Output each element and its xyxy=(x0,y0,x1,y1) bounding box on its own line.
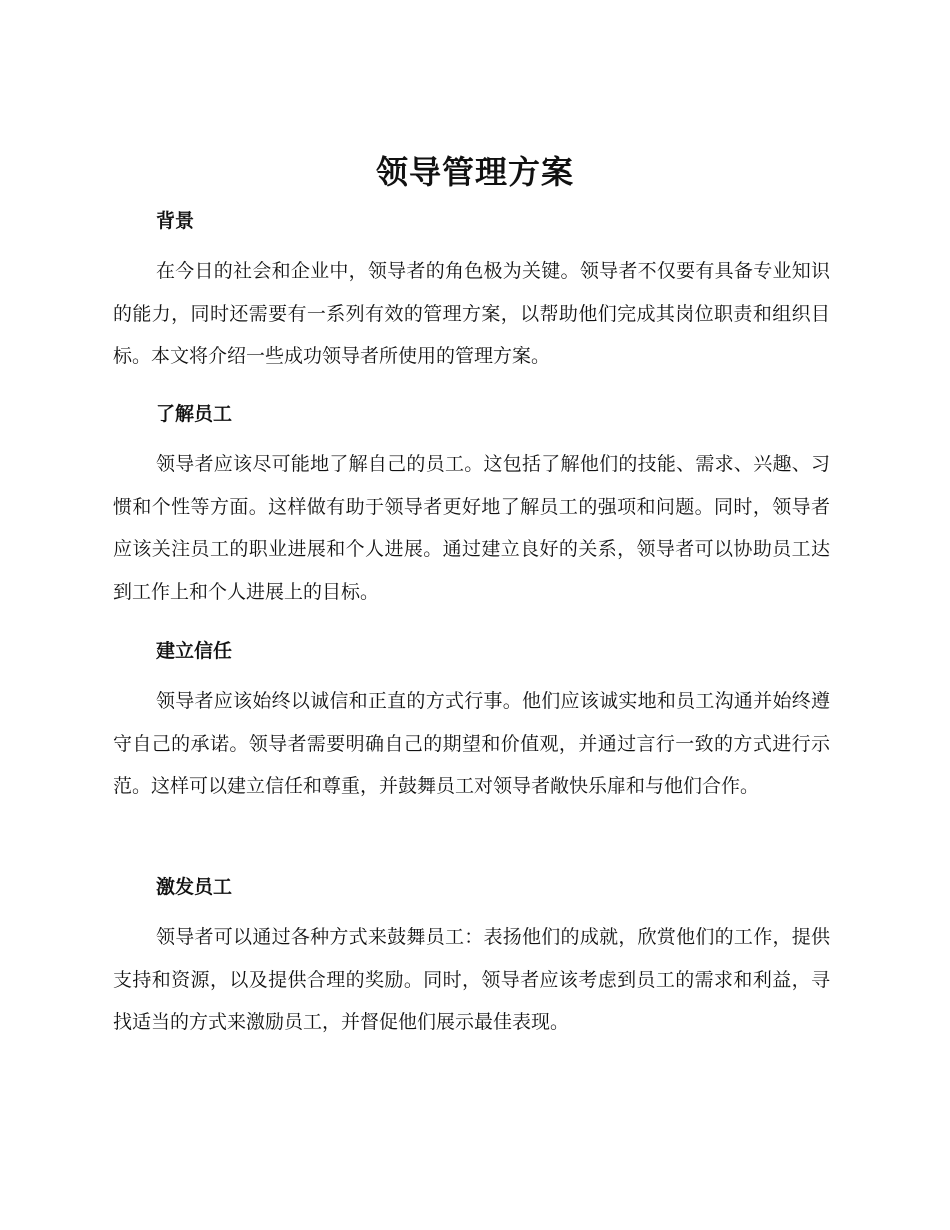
section-heading: 了解员工 xyxy=(156,403,233,425)
section-paragraph: 领导者可以通过各种方式来鼓舞员工：表扬他们的成就，欣赏他们的工作，提供支持和资源，以及提供合理的奖励。同时，领导者应该考虑到员工的需求和利益，寻找适当的方式来激励员工，并督促他们展示最佳表现。 xyxy=(113,926,830,1033)
section-motivate-employees xyxy=(113,872,830,1044)
section-understand-employees xyxy=(113,399,830,613)
section-paragraph: 领导者应该始终以诚信和正直的方式行事。他们应该诚实地和员工沟通并始终遵守自己的承诺。领导者需要明确自己的期望和价值观，并通过言行一致的方式进行示范。这样可以建立信任和尊重，并鼓舞员工对领导者敞快乐扉和与他们合作。 xyxy=(113,690,830,797)
section-background xyxy=(113,206,830,378)
section-heading: 背景 xyxy=(156,210,195,232)
section-paragraph: 在今日的社会和企业中，领导者的角色极为关键。领导者不仅要有具备专业知识的能力，同时还需要有一系列有效的管理方案，以帮助他们完成其岗位职责和组织目标。本文将介绍一些成功领导者所使用的管理方案。 xyxy=(113,260,830,367)
section-heading: 激发员工 xyxy=(156,876,233,898)
document-title: 领导管理方案 xyxy=(375,153,574,191)
section-paragraph: 领导者应该尽可能地了解自己的员工。这包括了解他们的技能、需求、兴趣、习惯和个性等方面。这样做有助于领导者更好地了解员工的强项和问题。同时，领导者应该关注员工的职业进展和个人进展。通过建立良好的关系，领导者可以协助员工达到工作上和个人进展上的目标。 xyxy=(113,453,830,603)
section-build-trust xyxy=(113,636,830,808)
section-heading: 建立信任 xyxy=(156,640,233,662)
